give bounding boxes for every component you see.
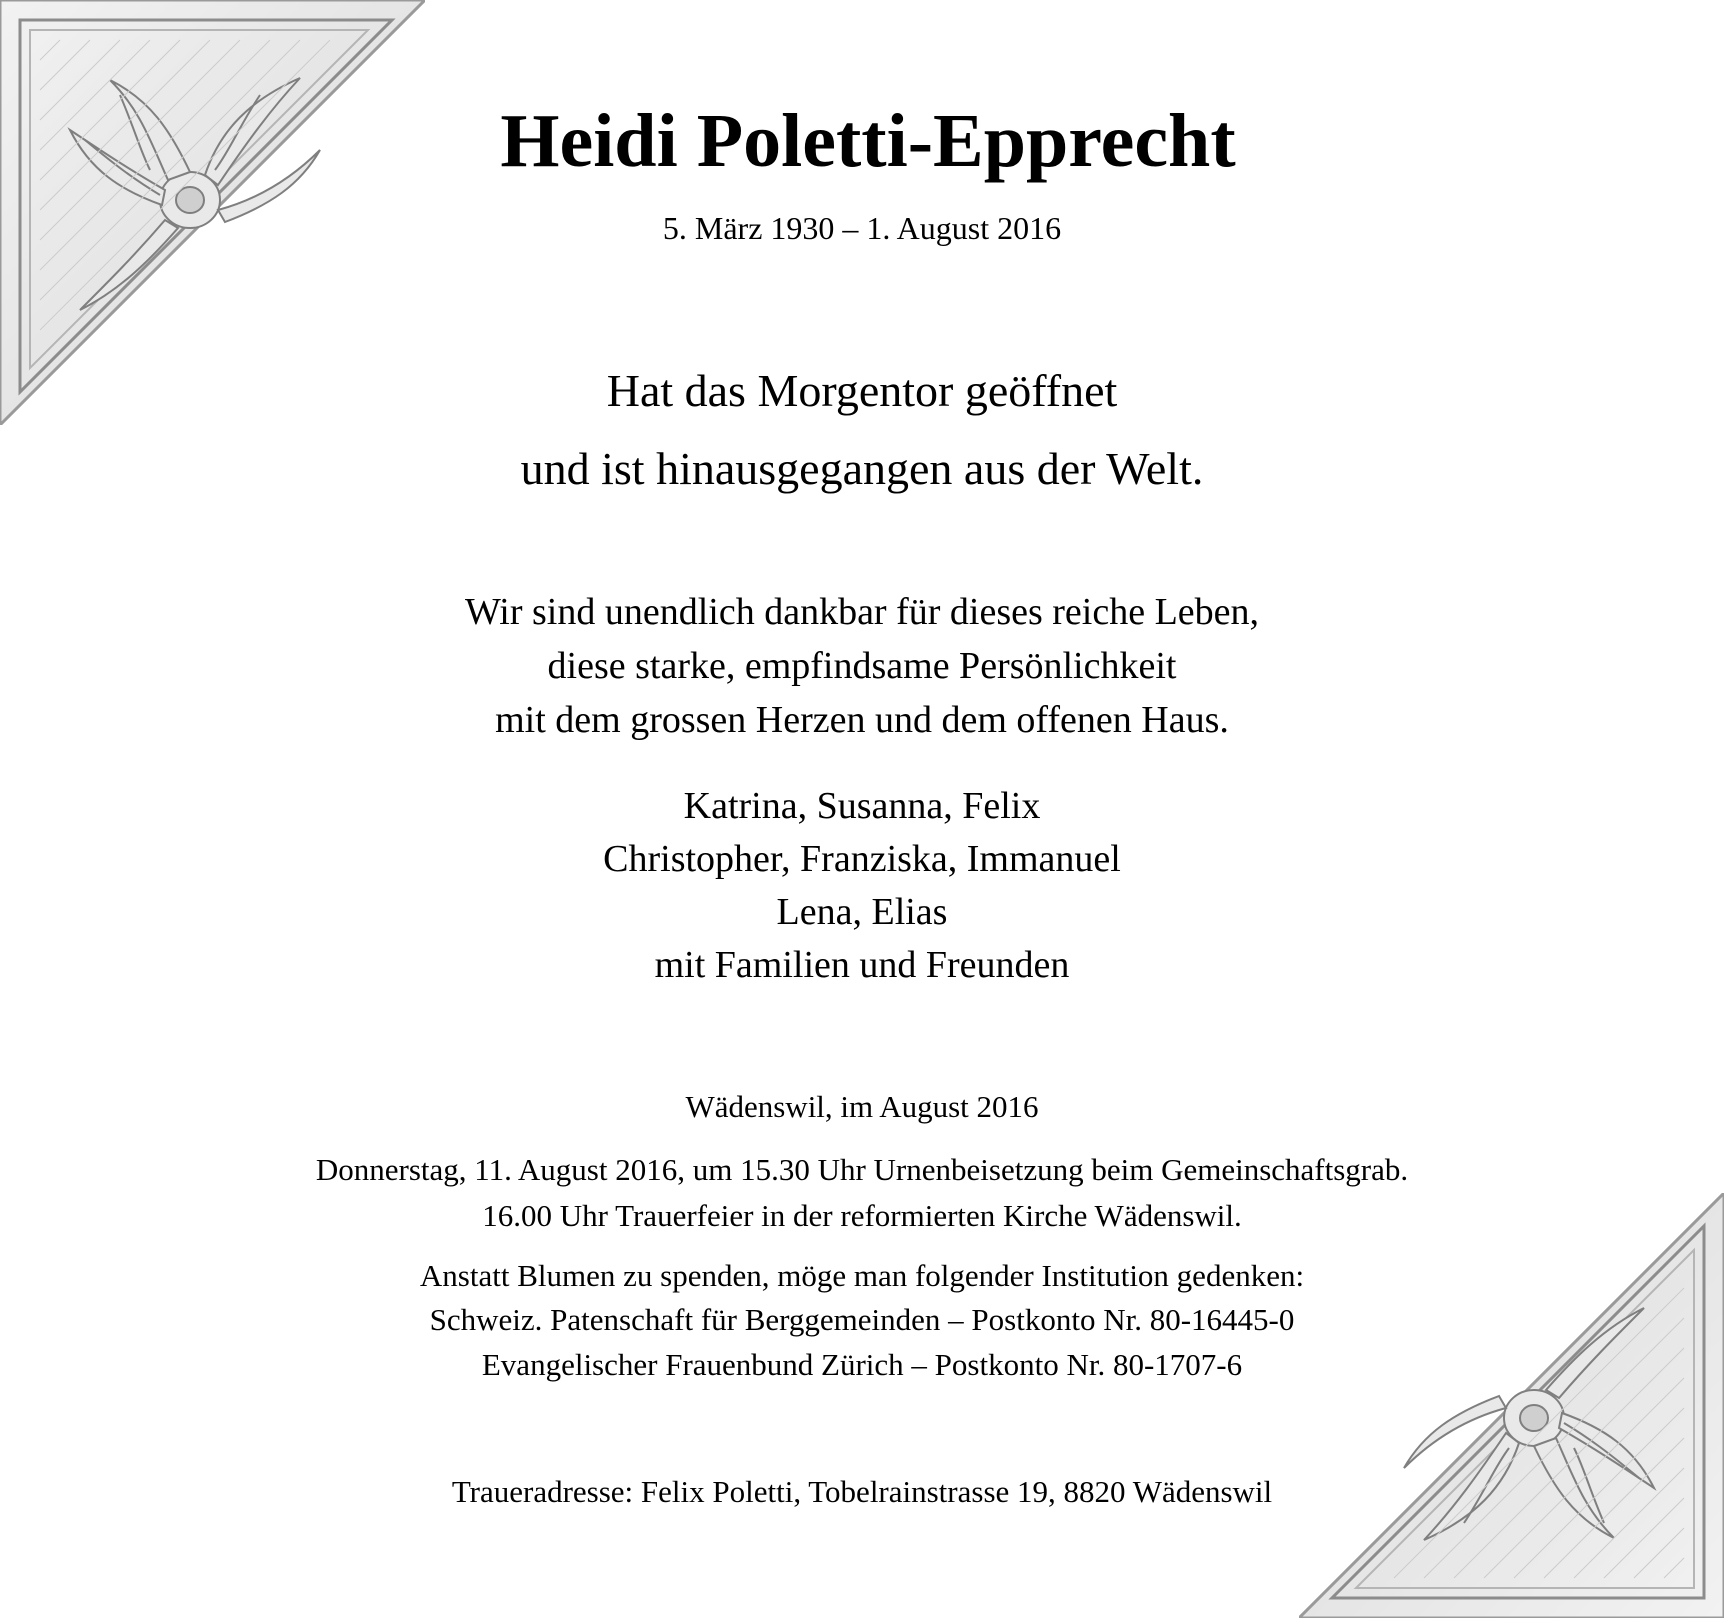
mourners-line: Lena, Elias [776, 891, 948, 933]
mourners-line: Christopher, Franziska, Immanuel [603, 838, 1121, 880]
deceased-name: Heidi Poletti-Epprecht [500, 99, 1236, 183]
tribute-line: Wir sind unendlich dankbar für dieses reiche Leben, [464, 591, 1260, 633]
mourners-line: mit Familien und Freunden [654, 944, 1070, 986]
mourning-address: Traueradresse: Felix Poletti, Tobelrainstrasse 19, 8820 Wädenswil [451, 1474, 1273, 1509]
bottom-right-corner-ornament-icon [1299, 1193, 1724, 1618]
tribute-line: diese starke, empfindsame Persönlichkeit [547, 645, 1177, 687]
donation-line: Anstatt Blumen zu spenden, möge man folgender Institution gedenken: [419, 1258, 1305, 1293]
mourners-line: Katrina, Susanna, Felix [683, 785, 1041, 827]
verse-line: Hat das Morgentor geöffnet [606, 365, 1118, 416]
service-line: Donnerstag, 11. August 2016, um 15.30 Uhr Urnenbeisetzung beim Gemeinschaftsgrab. [315, 1152, 1409, 1187]
service-line: 16.00 Uhr Trauerfeier in der reformierten Kirche Wädenswil. [482, 1198, 1242, 1233]
donation-line: Schweiz. Patenschaft für Berggemeinden – Postkonto Nr. 80-16445-0 [429, 1302, 1295, 1337]
verse-line: und ist hinausgegangen aus der Welt. [520, 443, 1204, 494]
tribute-line: mit dem grossen Herzen und dem offenen Haus. [495, 699, 1229, 741]
place-date: Wädenswil, im August 2016 [685, 1089, 1039, 1124]
life-dates: 5. März 1930 – 1. August 2016 [662, 210, 1062, 246]
donation-line: Evangelischer Frauenbund Zürich – Postkonto Nr. 80-1707-6 [481, 1347, 1243, 1382]
